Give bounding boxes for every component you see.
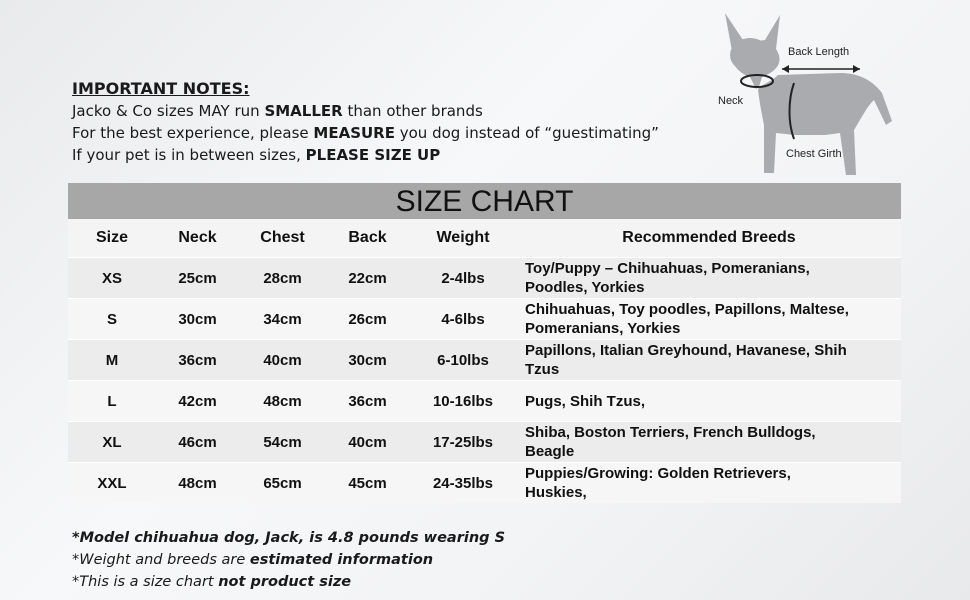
footnote-3-emphasis: not product size — [218, 574, 352, 590]
back-cell: 45cm — [326, 463, 409, 504]
footnote-1: *Model chihuahua dog, Jack, is 4.8 pounds wearing S — [72, 530, 506, 546]
breeds-cell — [517, 463, 901, 504]
back-cell: 36cm — [326, 381, 409, 422]
weight-cell: 24-35lbs — [409, 463, 517, 504]
breeds-line: Tzus — [525, 361, 560, 378]
breeds-line: Papillons, Italian Greyhound, Havanese, Shih — [525, 342, 847, 359]
footnote-3-text: *This is a size chart — [72, 574, 219, 590]
neck-cell: 46cm — [156, 422, 239, 463]
back-length-label: Back Length — [788, 46, 850, 58]
chest-cell: 54cm — [239, 422, 326, 463]
chest-girth-label: Chest Girth — [786, 148, 842, 160]
notes-line-1 — [72, 100, 659, 122]
table-row — [68, 299, 901, 340]
table-row — [68, 258, 901, 299]
weight-cell: 4-6lbs — [409, 299, 517, 340]
table-row — [68, 381, 901, 422]
notes-heading: IMPORTANT NOTES: — [72, 79, 250, 98]
breeds-line: Pugs, Shih Tzus, — [525, 392, 646, 410]
footnotes — [72, 527, 505, 593]
table-row — [68, 463, 901, 504]
size-chart-title: SIZE CHART — [68, 183, 901, 219]
neck-cell: 25cm — [156, 258, 239, 299]
dog-measurement-diagram — [700, 5, 900, 190]
neck-cell: 48cm — [156, 463, 239, 504]
breeds-line: Beagle — [525, 443, 575, 460]
table-row — [68, 422, 901, 463]
weight-cell: 17-25lbs — [409, 422, 517, 463]
size-cell: S — [68, 299, 156, 340]
weight-cell: 6-10lbs — [409, 340, 517, 381]
header-size: Size — [68, 219, 156, 258]
back-cell: 22cm — [326, 258, 409, 299]
notes-line-3-text: If your pet is in between sizes, — [72, 146, 306, 164]
notes-line-3 — [72, 144, 659, 166]
important-notes — [72, 78, 659, 166]
header-back: Back — [326, 219, 409, 258]
size-cell: XXL — [68, 463, 156, 504]
size-table — [68, 219, 901, 503]
breeds-line: Poodles, Yorkies — [525, 279, 645, 296]
breeds-cell — [517, 422, 901, 463]
breeds-cell — [517, 299, 901, 340]
size-cell: M — [68, 340, 156, 381]
breeds-cell — [517, 381, 901, 422]
chest-cell: 48cm — [239, 381, 326, 422]
neck-cell: 36cm — [156, 340, 239, 381]
footnote-3 — [72, 571, 505, 593]
size-cell: L — [68, 381, 156, 422]
notes-line-1-text: Jacko & Co sizes MAY run — [72, 102, 265, 120]
header-breeds: Recommended Breeds — [517, 219, 901, 258]
size-cell: XL — [68, 422, 156, 463]
notes-line-3-emphasis: PLEASE SIZE UP — [305, 146, 441, 164]
breeds-line: Huskies, — [525, 484, 587, 501]
size-table-header — [68, 219, 901, 258]
breeds-line: Toy/Puppy – Chihuahuas, Pomeranians, — [525, 260, 810, 277]
weight-cell: 2-4lbs — [409, 258, 517, 299]
neck-cell: 30cm — [156, 299, 239, 340]
breeds-line: Pomeranians, Yorkies — [525, 320, 681, 337]
header-neck: Neck — [156, 219, 239, 258]
chest-cell: 40cm — [239, 340, 326, 381]
footnote-2-text: *Weight and breeds are — [72, 552, 250, 568]
breeds-line: Shiba, Boston Terriers, French Bulldogs, — [525, 424, 816, 441]
footnote-2 — [72, 549, 505, 571]
neck-label: Neck — [718, 95, 744, 107]
back-cell: 26cm — [326, 299, 409, 340]
breeds-cell — [517, 258, 901, 299]
header-chest: Chest — [239, 219, 326, 258]
header-weight: Weight — [409, 219, 517, 258]
back-cell: 30cm — [326, 340, 409, 381]
notes-line-2-emphasis: MEASURE — [313, 124, 395, 142]
breeds-cell — [517, 340, 901, 381]
breeds-line: Puppies/Growing: Golden Retrievers, — [525, 465, 791, 482]
size-chart — [68, 183, 901, 503]
back-cell: 40cm — [326, 422, 409, 463]
notes-line-2-text-end: you dog instead of “guestimating” — [394, 124, 659, 142]
notes-line-2 — [72, 122, 659, 144]
footnote-2-emphasis: estimated information — [249, 552, 434, 568]
breeds-line: Chihuahuas, Toy poodles, Papillons, Maltese, — [525, 301, 849, 318]
notes-line-1-text-end: than other brands — [342, 102, 483, 120]
notes-line-1-emphasis: SMALLER — [264, 102, 343, 120]
weight-cell: 10-16lbs — [409, 381, 517, 422]
chest-cell: 34cm — [239, 299, 326, 340]
chest-cell: 65cm — [239, 463, 326, 504]
neck-cell: 42cm — [156, 381, 239, 422]
size-cell: XS — [68, 258, 156, 299]
table-row — [68, 340, 901, 381]
chest-cell: 28cm — [239, 258, 326, 299]
notes-line-2-text: For the best experience, please — [72, 124, 314, 142]
